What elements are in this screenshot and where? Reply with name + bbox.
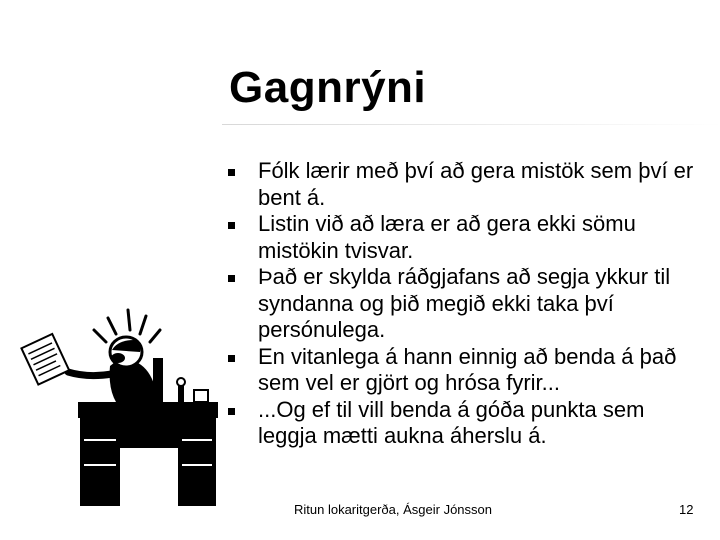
square-bullet-icon bbox=[228, 408, 235, 415]
square-bullet-icon bbox=[228, 222, 235, 229]
bullet-text: En vitanlega á hann einnig að benda á það sem vel er gjört og hrósa fyrir... bbox=[258, 343, 677, 395]
bullet-item bbox=[228, 211, 698, 264]
bullet-item bbox=[228, 344, 698, 397]
square-bullet-icon bbox=[228, 169, 235, 176]
footer-text: Ritun lokaritgerða, Ásgeir Jónsson bbox=[294, 502, 492, 517]
bullet-item bbox=[228, 397, 698, 450]
bullet-item bbox=[228, 264, 698, 344]
square-bullet-icon bbox=[228, 275, 235, 282]
square-bullet-icon bbox=[228, 355, 235, 362]
bullet-text: ...Og ef til vill benda á góða punkta sem leggja mætti aukna áherslu á. bbox=[258, 396, 645, 448]
bullet-text: Það er skylda ráðgjafans að segja ykkur til syndanna og þið megið ekki taka því persónulega. bbox=[258, 264, 671, 342]
bullet-text: Listin við að læra er að gera ekki sömu mistökin tvisvar. bbox=[258, 211, 636, 263]
bullet-list bbox=[228, 158, 698, 450]
slide-title: Gagnrýni bbox=[229, 63, 427, 112]
bullet-text: Fólk lærir með því að gera mistök sem því er bent á. bbox=[258, 158, 694, 210]
page-number: 12 bbox=[679, 502, 694, 517]
bullet-item bbox=[228, 158, 698, 211]
title-divider bbox=[222, 124, 720, 125]
shouting-man-at-desk-icon bbox=[18, 300, 223, 515]
